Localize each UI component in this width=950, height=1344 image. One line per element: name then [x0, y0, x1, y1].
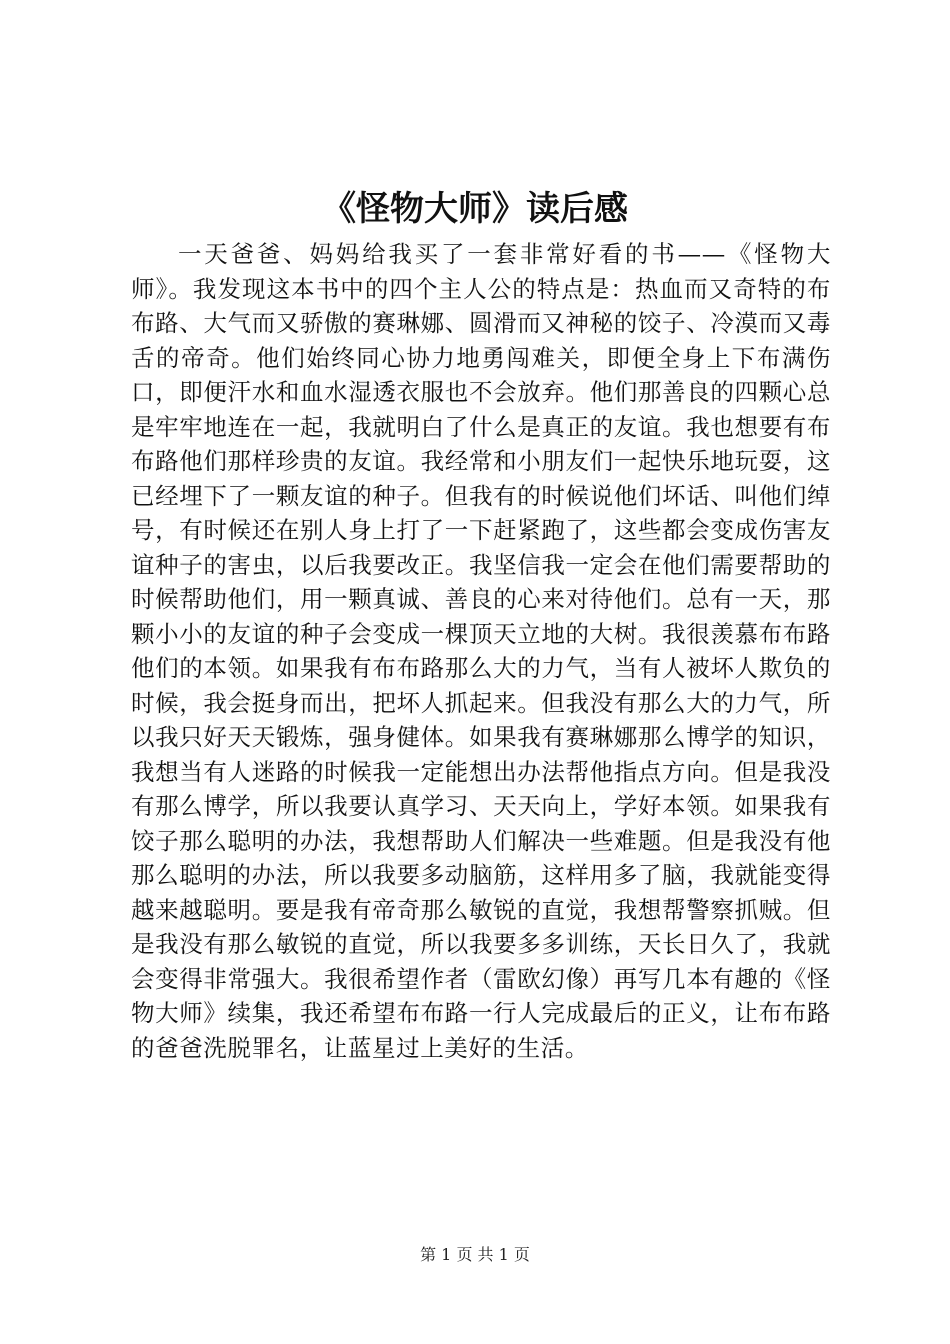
document-body-paragraph: 一天爸爸、妈妈给我买了一套非常好看的书——《怪物大师》。我发现这本书中的四个主人公的特点是：热血而又奇特的布布路、大气而又骄傲的赛琳娜、圆滑而又神秘的饺子、冷漠而又毒舌的帝奇。他们始终同心协力地勇闯难关，即便全身上下布满伤口，即便汗水和血水湿透衣服也不会放弃。他们那善良的四颗心总是牢牢地连在一起，我就明白了什么是真正的友谊。我也想要有布布路他们那样珍贵的友谊。我经常和小朋友们一起快乐地玩耍，这已经埋下了一颗友谊的种子。但我有的时候说他们坏话、叫他们绰号，有时候还在别人身上打了一下赶紧跑了，这些都会变成伤害友谊种子的害虫，以后我要改正。我坚信我一定会在他们需要帮助的时候帮助他们，用一颗真诚、善良的心来对待他们。总有一天，那颗小小的友谊的种子会变成一棵顶天立地的大树。我很羡慕布布路他们的本领。如果我有布布路那么大的力气，当有人被坏人欺负的时候，我会挺身而出，把坏人抓起来。但我没有那么大的力气，所以我只好天天锻炼，强身健体。如果我有赛琳娜那么博学的知识，我想当有人迷路的时候我一定能想出办法帮他指点方向。但是我没有那么博学，所以我要认真学习、天天向上，学好本领。如果我有饺子那么聪明的办法，我想帮助人们解决一些难题。但是我没有他那么聪明的办法，所以我要多动脑筋，这样用多了脑，我就能变得越来越聪明。要是我有帝奇那么敏锐的直觉，我想帮警察抓贼。但是我没有那么敏锐的直觉，所以我要多多训练，天长日久了，我就会变得非常强大。我很希望作者（雷欧幻像）再写几本有趣的《怪物大师》续集，我还希望布布路一行人完成最后的正义，让布布路的爸爸洗脱罪名，让蓝星过上美好的生活。	[131, 240, 831, 1062]
document-title: 《怪物大师》读后感	[322, 189, 628, 229]
page-number-footer: 第 1 页 共 1 页	[420, 1245, 530, 1264]
